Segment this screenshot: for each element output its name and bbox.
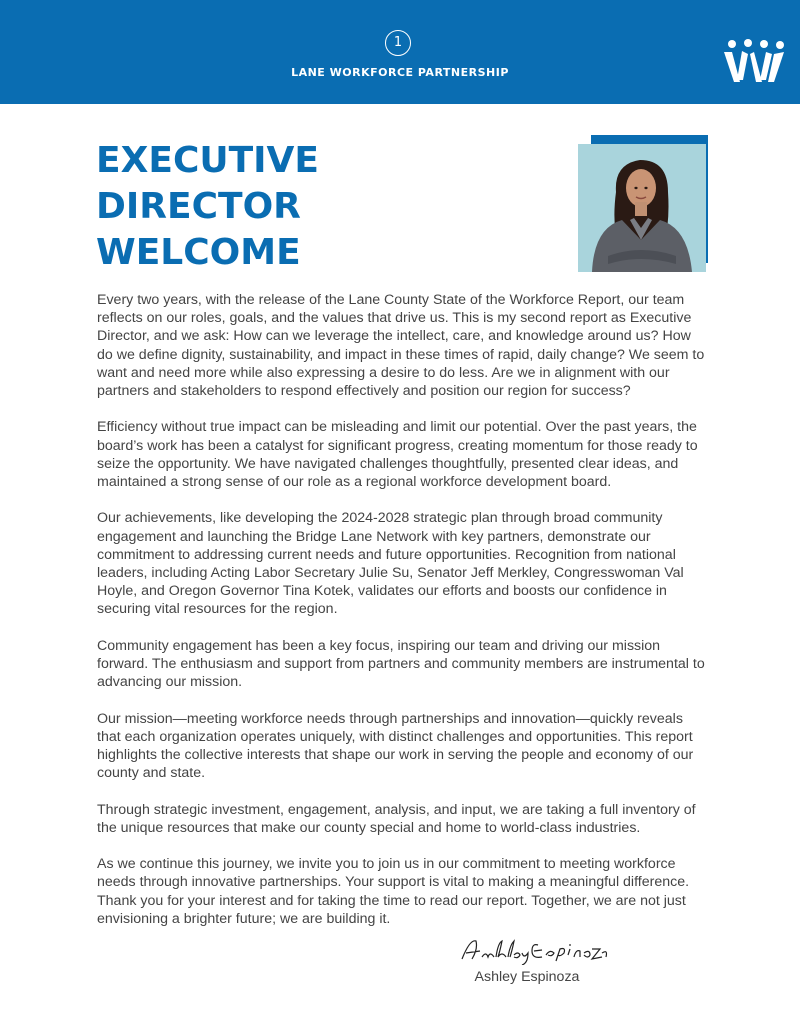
lane-workforce-logo-icon [718,36,788,88]
header-banner [0,0,800,104]
title-line: WELCOME [96,232,301,273]
paragraph: Community engagement has been a key focus, inspiring our team and driving our mission forward. The enthusiasm and support from partners and community members are instrumental to advancing our mission. [97,637,705,691]
title-line: DIRECTOR [96,186,301,227]
paragraph: Our achievements, like developing the 2024-2028 strategic plan through broad community engagement and launching the Bridge Lane Network with key partners, demonstrate our commitment to addressing current needs and future opportunities. Recognition from national leaders, including Acting Labor Secretary Julie Su, Senator Jeff Merkley, Congresswoman Val Hoyle, and Oregon Governor Tina Kotek, validates our efforts and boosts our confidence in securing vital resources for the region. [97,510,684,618]
page-number: 1 [385,30,411,56]
signatory-name: Ashley Espinoza [474,969,580,985]
portrait-photo-icon [578,144,706,272]
paragraph: Through strategic investment, engagement, analysis, and input, we are taking a full inventory of the unique resources that make our county special and home to world-class industries. [97,801,696,836]
paragraph: As we continue this journey, we invite you to join us in our commitment to meeting workforce needs through innovative partnerships. Your support is vital to making a meaningful difference. Thank you for your interest and for taking the time to read our report. Together, we are not just envisioning a brighter future; we are building it. [97,856,690,927]
page-title [96,138,319,276]
org-name: LANE WORKFORCE PARTNERSHIP [291,66,509,79]
paragraph: Every two years, with the release of the Lane County State of the Workforce Report, our team reflects on our roles, goals, and the values that drive us. This is my second report as Executive Director, and we ask: How can we leverage the intellect, care, and knowledge around us? How do we define dignity, sustainability, and impact in these times of rapid, daily change? We seem to want and need more while also expressing a desire to do less. Are we in alignment with our partners and stakeholders to respond effectively and position our region for success? [97,292,705,400]
letter-body [97,291,709,946]
title-line: EXECUTIVE [96,140,319,181]
handwritten-signature [458,935,608,965]
paragraph: Efficiency without true impact can be misleading and limit our potential. Over the past years, the board’s work has been a catalyst for significant progress, creating momentum for those ready to seize the opportunity. We have navigated challenges thoughtfully, presented clear ideas, and maintained a strong sense of our role as a regional workforce development board. [97,419,698,491]
paragraph: Our mission—meeting workforce needs through partnerships and innovation—quickly reveals that each organization operates uniquely, with distinct challenges and opportunities. This report highlights the collective interests that shape our work in serving the people and economy of our county and state. [97,710,694,782]
